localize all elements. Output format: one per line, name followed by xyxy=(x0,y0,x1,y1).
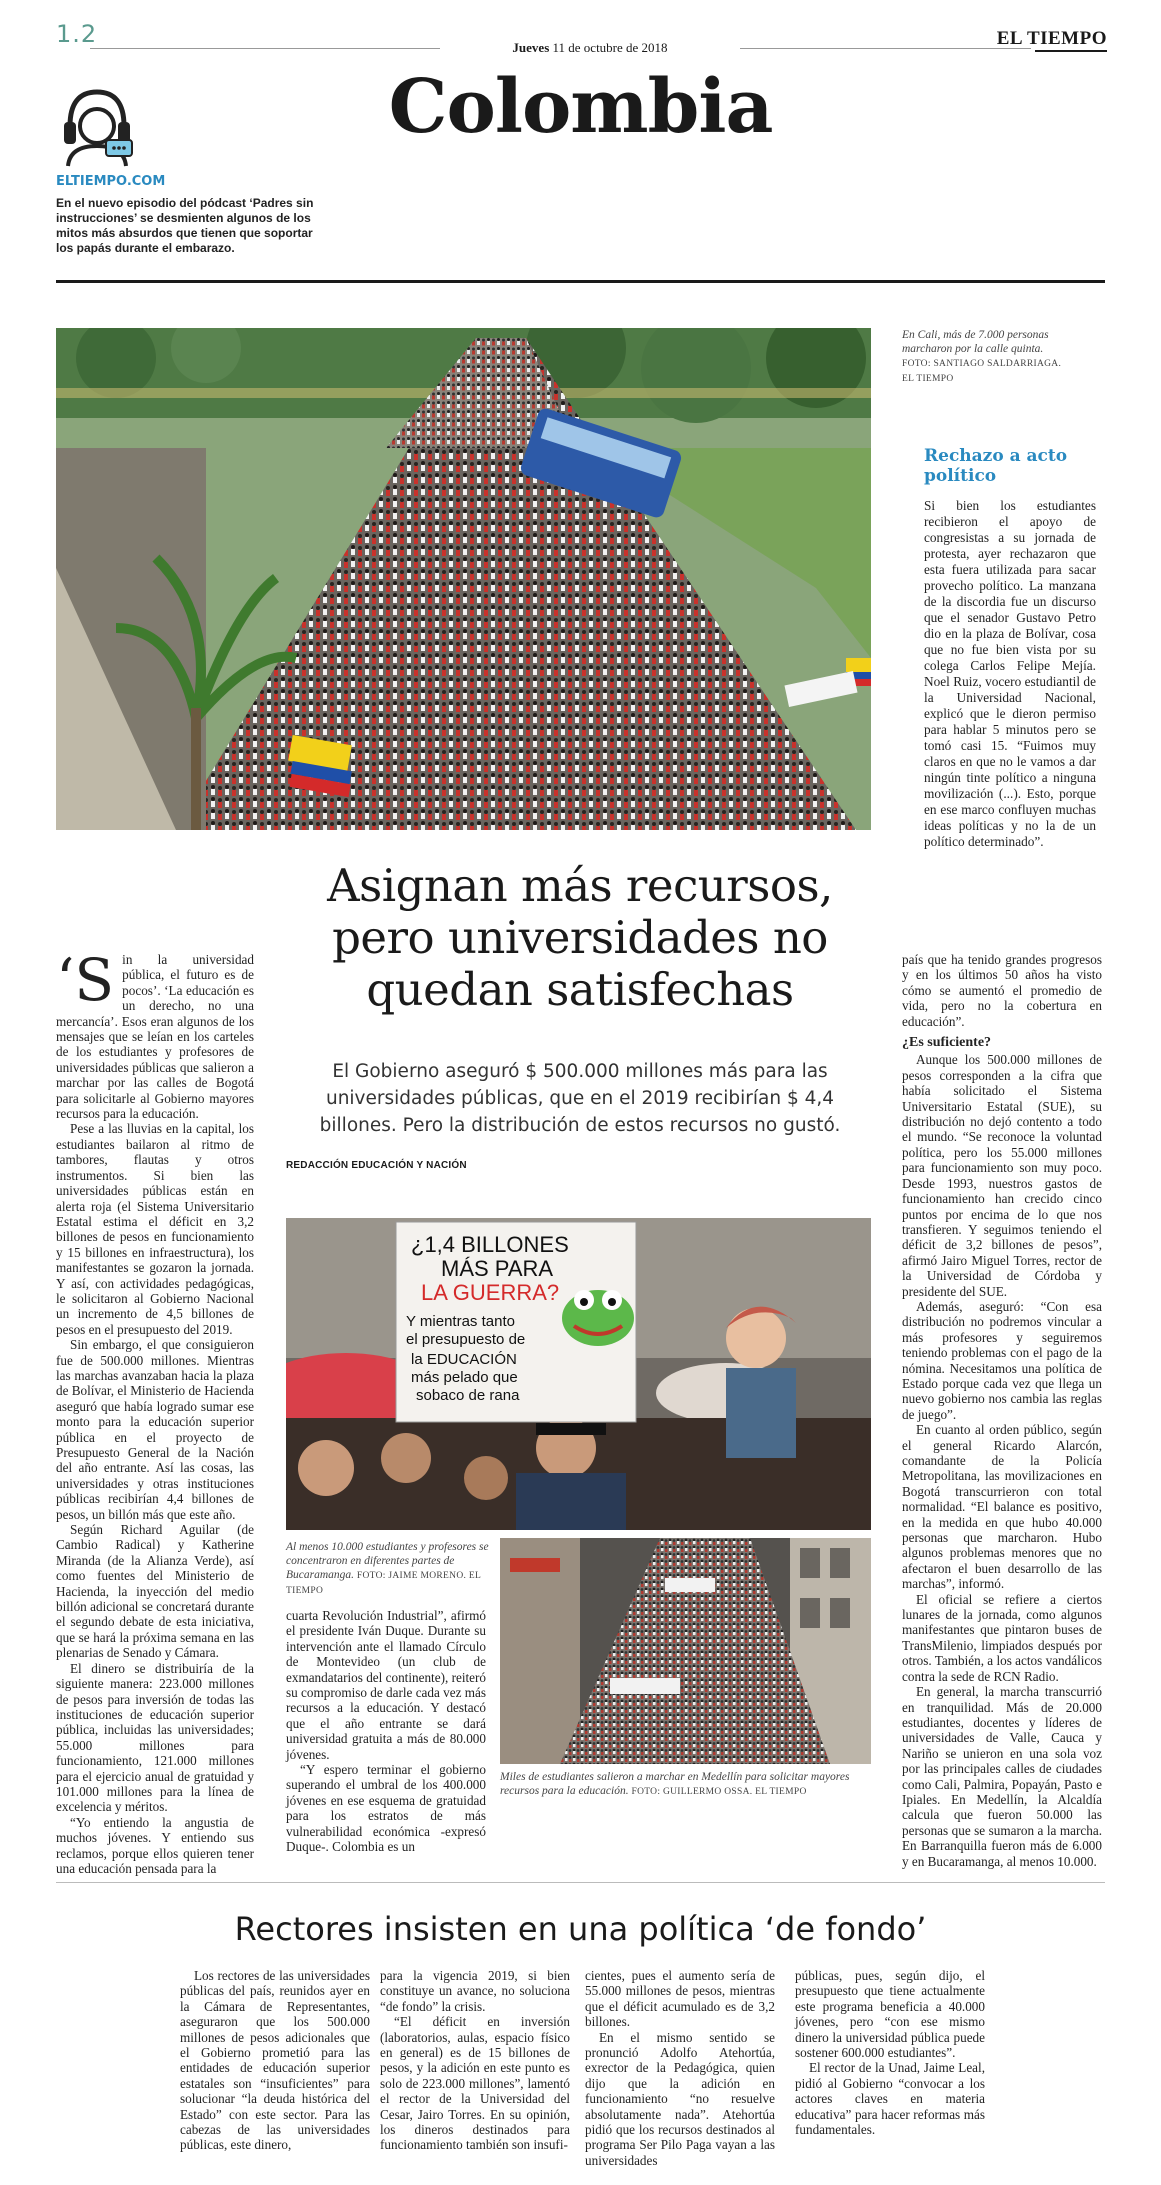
protest-sign-image xyxy=(286,1218,871,1530)
brand-logo[interactable]: EL TIEMPO xyxy=(996,28,1107,49)
second-article-rule xyxy=(56,1882,1105,1883)
headline-line-3: quedan satisfechas xyxy=(366,963,794,1016)
medellin-caption xyxy=(500,1770,871,1799)
paragraph: país que ha tenido grandes progresos y en los últimos 50 años ha visto cómo se aumentó el promedio de vida, pero no la cobertura en educación”. xyxy=(902,952,1102,1029)
paragraph: En cuanto al orden público, según el general Ricardo Alarcón, comandante de la Policía Metropolitana, las movilizaciones en Bogotá transcurrieron con total normalidad. “El balance es positivo, en la medida en que hubo 40.000 personas que marcharon. Hubo algunos problemas menores que no afectaron el buen desarrollo de las marchas”, informó. xyxy=(902,1422,1102,1592)
date-day: Jueves xyxy=(512,40,550,55)
second-article-column-3 xyxy=(585,1968,775,2168)
bucaramanga-caption-text: Al menos 10.000 estudiantes y profesores se concentraron en diferentes partes de Bucaramanga. xyxy=(286,1541,489,1581)
website-link[interactable]: ELTIEMPO.COM xyxy=(56,174,166,189)
photo-bucaramanga xyxy=(286,1218,871,1530)
sign-line-5: el presupuesto de xyxy=(406,1331,526,1348)
paragraph: El dinero se distribuiría de la siguiente manera: 223.000 millones de pesos para inversión de todas las instituciones de educación superior pública, incluidas las universidades; 55.000 millones para funcionamiento, 121.000 millones para el ejercicio anual de gratuidad y 101.000 millones para la línea de excelencia y méritos. xyxy=(56,1660,254,1815)
paragraph: Además, aseguró: “Con esa distribución no podremos vincular a más profesores y seguiremos teniendo problemas con el pago de la nómina. Necesitamos una política de Estado porque cada vez que llega un nuevo gobierno nos cambia las reglas de juego”. xyxy=(902,1298,1102,1422)
sign-line-6: la EDUCACIÓN xyxy=(411,1351,517,1368)
paragraph: En general, la marcha transcurrió en tranquilidad. Más de 20.000 estudiantes, docentes y líderes de universidades de Valle, Cauca y Nariño se unieron en una sola voz por las principales calles de ciudades como Cali, Palmira, Popayán, Pasto e Ipiales. En Medellín, la Alcaldía calcula que fueron 50.000 las personas que se sumaron a la marcha. En Barranquilla fueron más de 6.000 y en Bucaramanga, al menos 10.000. xyxy=(902,1684,1102,1869)
podcast-blurb[interactable]: En el nuevo episodio del pódcast ‘Padres sin instrucciones’ se desmienten algunos de los mitos más absurdos que tienen que soportar los papás durante el embarazo. xyxy=(56,196,314,255)
main-photo-cali xyxy=(56,328,871,830)
medellin-crowd-image xyxy=(500,1538,871,1764)
paragraph: Sin embargo, el que consiguieron fue de 500.000 millones. Mientras las marchas avanzaban hacia la plaza de Bolívar, el Ministerio de Hacienda aseguró que había logrado sumar ese monto para la educación superior pública en el proyecto de Presupuesto General de la Nación del año entrante. Así las cosas, las universidades y otras instituciones públicas recibirían 4,4 billones de pesos, un billón más que este año. xyxy=(56,1337,254,1522)
sign-line-4: Y mientras tanto xyxy=(406,1313,515,1330)
paragraph: cuarta Revolución Industrial”, afirmó el presidente Iván Duque. Durante su intervención ante el llamado Círculo de Montevideo (un club de exmandatarios del continente), reiteró su compromiso de darle cada vez más recursos a la educación. Y destacó que el año entrante se dará universidad gratuita a más de 80.000 jóvenes. xyxy=(286,1608,486,1762)
sidebar-title: Rechazo a acto político xyxy=(924,446,1068,486)
drop-cap: ‘S xyxy=(56,946,115,1014)
date-rest: 11 de octubre de 2018 xyxy=(552,40,668,55)
bucaramanga-caption xyxy=(286,1540,496,1598)
paragraph: El oficial se refiere a ciertos lunares de la jornada, como algunos manifestantes que pintaron buses de TransMilenio, limpiados después por otros. También, a los actos vandálicos contra la sede de RCN Radio. xyxy=(902,1591,1102,1684)
paragraph: Aunque los 500.000 millones de pesos corresponden a la cifra que había solicitado el Sistema Universitario Estatal (SUE), su distribución no dejó contento a todo el mundo. “Se reconoce la voluntad política, pero los 55.000 millones para funcionamiento son muy poco. Desde 1993, nuestros gastos de funcionamiento han crecido cinco puntos por encima de lo que nos transfieren. Y seguimos teniendo el déficit de 3,2 billones de pesos”, afirmó Jairo Miguel Torres, rector de la Universidad de Córdoba y presidente del SUE. xyxy=(902,1052,1102,1299)
article-column-2 xyxy=(286,1608,486,1855)
article-byline: REDACCIÓN EDUCACIÓN Y NACIÓN xyxy=(286,1160,467,1171)
paragraph: El rector de la Unad, Jaime Leal, pidió al Gobierno “convocar a los actores claves en materia educativa” para hacer reformas más fundamentales. xyxy=(795,2060,985,2138)
paragraph: Según Richard Aguilar (de Cambio Radical) y Katherine Miranda (de la Alianza Verde), así como fuentes del Ministerio de Hacienda, la inyección del medio billón adicional se concretará durante el segundo debate de esta iniciativa, que se hará la próxima semana en las plenarias de Senado y Cámara. xyxy=(56,1522,254,1661)
paragraph: públicas, pues, según dijo, el presupuesto que tiene actualmente este programa beneficia a 40.000 jóvenes, pero “con ese mismo dinero la universidad pública puede sostener 600.000 estudiantes”. xyxy=(795,1968,985,2061)
second-article-column-4 xyxy=(795,1968,985,2137)
sidebar-body: Si bien los estudiantes recibieron el apoyo de congresistas a su jornada de protesta, ayer rechazaron que esta fuera utilizada para sacar provecho político. La manzana de la discordia fue un discurso que el senador Gustavo Petro dio en la plaza de Bolívar, cosa que no fue bien vista por su colega Carlos Felipe Mejía. Noel Ruiz, vocero estudiantil de la Universidad Nacional, explicó que le dieron permiso para hablar 5 minutos pero se tomó casi 15. “Fuimos muy claros en que no le vamos a dar ningún tinte político a ninguna movilización (...). Esto, porque en ese marco confluyen muchas ideas políticas y no la de un político determinado”. xyxy=(924,498,1096,849)
medellin-caption-text: Miles de estudiantes salieron a marchar en Medellín para solicitar mayores recursos para la educación. xyxy=(500,1771,850,1797)
sign-line-1: ¿1,4 BILLONES xyxy=(411,1232,569,1257)
section-title: Colombia xyxy=(388,64,773,150)
headline-line-1: Asignan más recursos, xyxy=(327,859,833,912)
paragraph: cientes, pues el aumento sería de 55.000 millones de pesos, mientras que el déficit acumulado es de 3,2 billones. xyxy=(585,1968,775,2030)
crowd-march-image xyxy=(56,328,871,830)
paragraph: “Y espero terminar el gobierno superando el umbral de los 400.000 jóvenes en ese esquema de gratuidad para los estratos de más vulnerabilidad económica -expresó Duque-. Colombia es un xyxy=(286,1762,486,1855)
headphones-person-icon xyxy=(56,82,138,168)
photo-medellin xyxy=(500,1538,871,1764)
date-line xyxy=(440,40,740,56)
main-photo-caption xyxy=(902,328,1062,386)
medellin-credit: FOTO: GUILLERMO OSSA. EL TIEMPO xyxy=(631,1787,807,1797)
sign-line-3: LA GUERRA? xyxy=(421,1280,560,1305)
sign-line-7: más pelado que xyxy=(411,1369,518,1386)
main-photo-caption-text: En Cali, más de 7.000 personas marcharon por la calle quinta. xyxy=(902,329,1049,355)
second-article-column-2 xyxy=(380,1968,570,2153)
section-rule xyxy=(56,280,1105,283)
paragraph: En el mismo sentido se pronunció Adolfo Atehortúa, exrector de la Pedagógica, quien dijo que la adición en funcionamiento “no resuelve absolutamente nada”. Atehortúa pidió que los recursos destinados al programa Ser Pilo Paga vayan a las universidades xyxy=(585,2029,775,2168)
second-article-headline: Rectores insisten en una política ‘de fondo’ xyxy=(234,1910,927,1948)
article-column-1 xyxy=(56,946,254,1876)
headline-line-2: pero universidades no xyxy=(332,911,828,964)
paragraph: Pese a las lluvias en la capital, los estudiantes bailaron al ritmo de tambores, flautas y otros instrumentos. Si bien las universidades públicas están en alerta roja (el Sistema Universitario Estatal estima el déficit en 3,2 billones de pesos en funcionamiento y 15 billones en infraestructura), los manifestantes se gozaron la jornada. Y así, con actividades pedagógicas, le solicitaron al Gobierno Nacional un incremento de 4,5 billones de pesos en el presupuesto del 2019. xyxy=(56,1121,254,1337)
paragraph: “El déficit en inversión (laboratorios, aulas, espacio físico en general) es de 15 billones de pesos, y la adición en este punto es solo de 223.000 millones”, lamentó el rector de la Universidad del Cesar, Jairo Torres. En su opinión, los dineros destinados para funcionamiento también son insufi- xyxy=(380,2014,570,2153)
article-deck: El Gobierno aseguró $ 500.000 millones más para las universidades públicas, que en el 2019 recibirían $ 4,4 billones. Pero la distribución de estos recursos no gustó. xyxy=(319,1061,841,1136)
bucaramanga-credit: FOTO: JAIME MORENO. EL TIEMPO xyxy=(286,1571,481,1596)
paragraph: “Yo entiendo la angustia de muchos jóvenes. Y entiendo sus reclamos, porque ellos quieren tener una educación pensada para la xyxy=(56,1814,254,1876)
page-number: 1.2 xyxy=(56,20,98,48)
main-photo-credit: FOTO: SANTIAGO SALDARRIAGA. EL TIEMPO xyxy=(902,359,1062,384)
sign-line-8: sobaco de rana xyxy=(416,1387,520,1404)
article-column-3 xyxy=(902,952,1102,1869)
brand-underline xyxy=(1035,50,1107,52)
lead-paragraph: in la universidad pública, el futuro es de pocos’. ‘La educación es un derecho, no una mercancía’. Esos eran algunos de los mensajes que se leían en los carteles de los estudiantes y profesores de universidades públicas que salieron a marchar por las calles de Bogotá para solicitarle al Gobierno mayores recursos para la educación. xyxy=(56,952,254,1122)
subhead-es-suficiente: ¿Es suficiente? xyxy=(902,1035,992,1051)
paragraph: Los rectores de las universidades públicas del país, reunidos ayer en la Cámara de Representantes, aseguraron que los 500.000 millones de pesos adicionales que el Gobierno prometió para las entidades de educación superior estatales son “insuficientes” para solucionar “la deuda histórica del Estado” con este sector. Para las cabezas de las universidades públicas, este dinero, xyxy=(180,1968,370,2153)
paragraph: para la vigencia 2019, si bien constituye un avance, no soluciona “de fondo” la crisis. xyxy=(380,1968,570,2014)
second-article-column-1 xyxy=(180,1968,370,2153)
article-headline xyxy=(285,860,875,1016)
sign-line-2: MÁS PARA xyxy=(441,1256,554,1281)
